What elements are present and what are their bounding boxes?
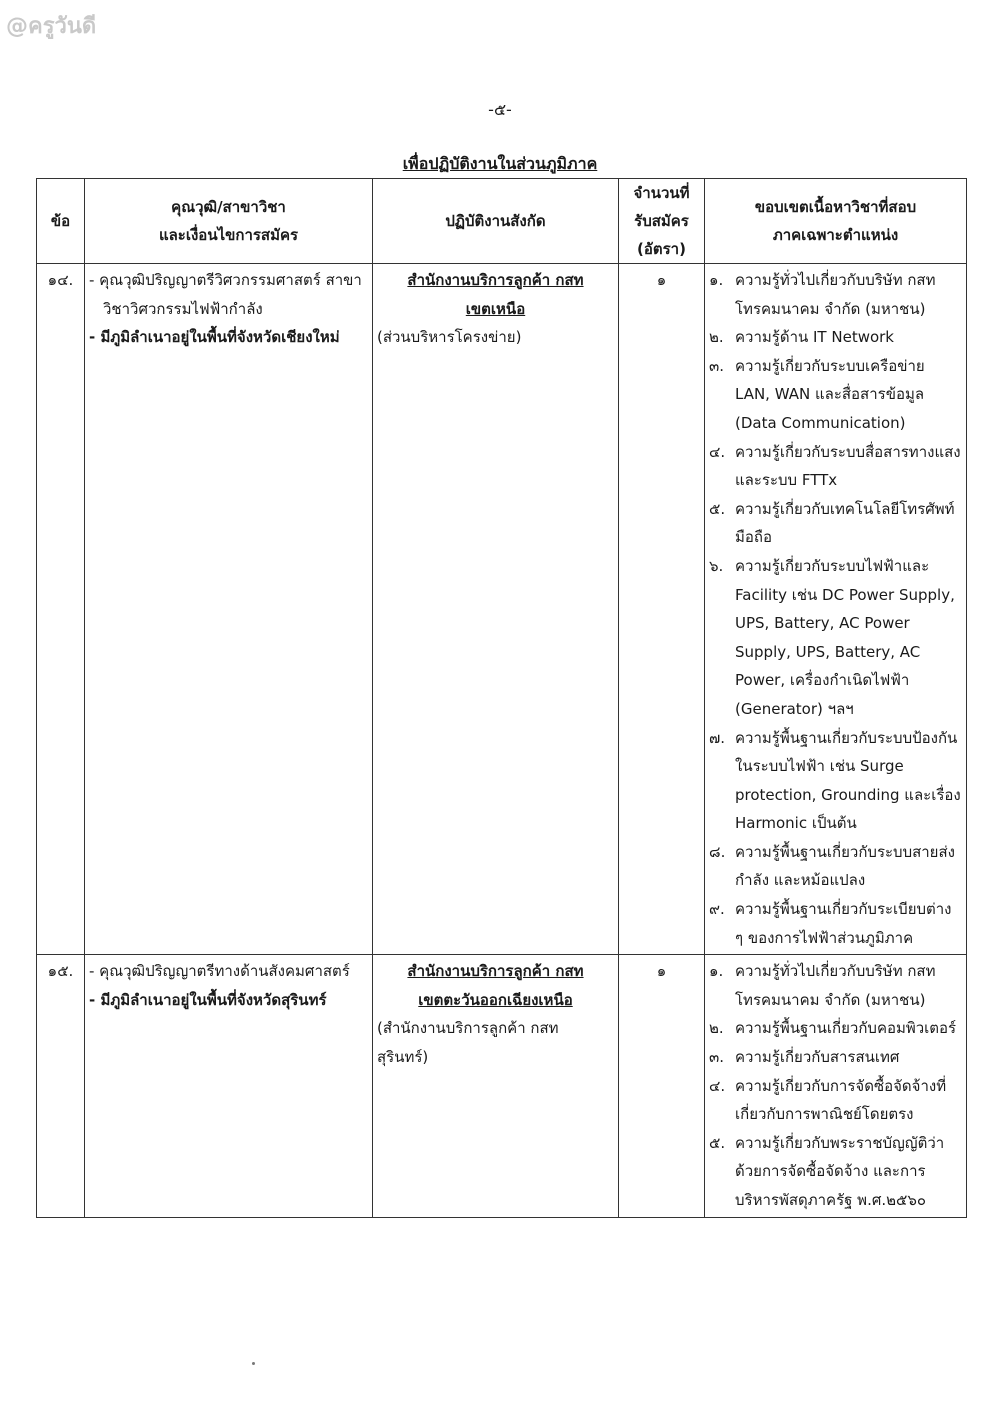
scope-item-number: ๗. (709, 728, 726, 747)
scope-item (709, 495, 962, 552)
qualification-cell (85, 955, 373, 1217)
scope-item-number: ๘. (709, 842, 726, 861)
section-title: เพื่อปฏิบัติงานในส่วนภูมิภาค (402, 154, 598, 173)
table-header-row (37, 179, 967, 264)
header-qualification (85, 179, 373, 264)
scope-item-text: ความรู้เกี่ยวกับพระราชบัญญัติว่าด้วยการจัดซื้อจัดจ้าง และการบริหารพัสดุภาครัฐ พ.ศ.๒๕๖๐ (735, 1133, 945, 1209)
scope-item-number: ๒. (709, 1019, 724, 1038)
qualification-item: - คุณวุฒิปริญญาตรีทางด้านสังคมศาสตร์ (89, 962, 350, 981)
scope-item-text: ความรู้พื้นฐานเกี่ยวกับระบบป้องกันในระบบไฟฟ้า เช่น Surge protection, Grounding และเรื่อง Harmonic เป็นต้น (735, 728, 961, 833)
header-qualification-line: และเงื่อนไขการสมัคร (158, 226, 299, 244)
scope-list (709, 266, 962, 952)
scope-item-number: ๑. (709, 271, 724, 289)
unit-subdivision: (ส่วนบริหารโครงข่าย) (377, 328, 522, 347)
unit-subdivision: (สำนักงานบริการลูกค้า กสท สุรินทร์) (377, 1019, 559, 1067)
scope-item-text: ความรู้เกี่ยวกับระบบสื่อสารทางแสง และระบบ FTTx (735, 442, 961, 490)
domicile-requirement: - มีภูมิลำเนาอยู่ในพื้นที่จังหวัดเชียงใหม่ (89, 328, 340, 347)
page-number: -๕- (488, 100, 512, 119)
scope-list (709, 957, 962, 1214)
unit-region: เขตเหนือ (465, 299, 526, 318)
header-seats-line: รับสมัคร (634, 212, 689, 230)
header-qualification-line: คุณวุฒิ/สาขาวิชา (171, 198, 286, 216)
scope-item (709, 438, 962, 495)
scope-item (709, 1129, 962, 1215)
scope-item (709, 838, 962, 895)
header-scope-line: ขอบเขตเนื้อหาวิชาที่สอบ (754, 198, 917, 216)
table-row (37, 955, 967, 1217)
scope-item-number: ๔. (709, 442, 726, 461)
scope-item-number: ๕. (709, 499, 726, 518)
scope-item-number: ๓. (709, 1048, 725, 1067)
scope-item-text: ความรู้เกี่ยวกับสารสนเทศ (735, 1048, 900, 1067)
header-scope-line: ภาคเฉพาะตำแหน่ง (772, 226, 899, 244)
scope-item (709, 352, 962, 438)
scope-item-number: ๑. (709, 962, 724, 981)
header-seats-line: จำนวนที่ (633, 184, 690, 202)
qualification-cell (85, 264, 373, 955)
scope-cell (705, 955, 967, 1217)
scope-item-number: ๙. (709, 900, 725, 919)
scope-item-text: ความรู้พื้นฐานเกี่ยวกับคอมพิวเตอร์ (735, 1019, 957, 1038)
scope-item-text: ความรู้ทั่วไปเกี่ยวกับบริษัท กสท โทรคมนาคม จำกัด (มหาชน) (735, 962, 936, 1009)
seats-count: ๑ (619, 955, 705, 1217)
scope-item-text: ความรู้เกี่ยวกับระบบไฟฟ้าและ Facility เช่น DC Power Supply, UPS, Battery, AC Power Supply, UPS, Battery, AC Power, เครื่องกำเนิดไฟฟ้า (Generator) ฯลฯ (735, 556, 955, 718)
scope-item-number: ๕. (709, 1133, 726, 1152)
scope-item (709, 1072, 962, 1129)
table-row (37, 264, 967, 955)
scope-item-text: ความรู้เกี่ยวกับการจัดซื้อจัดจ้างที่เกี่ยวกับการพาณิชย์โดยตรง (735, 1076, 947, 1124)
header-unit: ปฏิบัติงานสังกัด (373, 179, 619, 264)
unit-cell (373, 264, 619, 955)
scope-item-number: ๒. (709, 328, 724, 347)
scope-item-text: ความรู้ด้าน IT Network (735, 328, 894, 347)
scope-item (709, 724, 962, 838)
watermark-text: @ครูวันดี (6, 14, 97, 39)
scope-item-number: ๓. (709, 356, 725, 375)
header-scope (705, 179, 967, 264)
header-seats-line: (อัตรา) (637, 240, 686, 258)
scope-item (709, 266, 962, 323)
scope-item-text: ความรู้ทั่วไปเกี่ยวกับบริษัท กสท โทรคมนาคม จำกัด (มหาชน) (735, 271, 936, 318)
qualification-item: - คุณวุฒิปริญญาตรีวิศวกรรมศาสตร์ สาขาวิชาวิศวกรรมไฟฟ้ากำลัง (89, 271, 362, 318)
positions-table (36, 178, 967, 1218)
scope-item-text: ความรู้เกี่ยวกับเทคโนโลยีโทรศัพท์มือถือ (735, 499, 955, 547)
unit-cell (373, 955, 619, 1217)
scope-item-number: ๖. (709, 556, 724, 575)
scope-item-text: ความรู้เกี่ยวกับระบบเครือข่าย LAN, WAN และสื่อสารข้อมูล (Data Communication) (735, 356, 925, 432)
scope-item-text: ความรู้พื้นฐานเกี่ยวกับระเบียบต่าง ๆ ของการไฟฟ้าส่วนภูมิภาค (735, 900, 952, 947)
unit-region: เขตตะวันออกเฉียงเหนือ (418, 990, 573, 1009)
scope-item-text: ความรู้พื้นฐานเกี่ยวกับระบบสายส่งกำลัง และหม้อแปลง (735, 842, 955, 890)
unit-name: สำนักงานบริการลูกค้า กสท (407, 271, 584, 289)
header-no: ข้อ (37, 179, 85, 264)
scan-speck (252, 1362, 255, 1365)
scope-item (709, 957, 962, 1014)
unit-name: สำนักงานบริการลูกค้า กสท (407, 962, 584, 981)
scope-item (709, 1014, 962, 1043)
scope-item (709, 1043, 962, 1072)
domicile-requirement: - มีภูมิลำเนาอยู่ในพื้นที่จังหวัดสุรินทร์ (89, 990, 327, 1009)
header-seats (619, 179, 705, 264)
row-number: ๑๕. (37, 955, 85, 1217)
scope-item (709, 552, 962, 724)
scope-item (709, 323, 962, 352)
scope-item-number: ๔. (709, 1076, 726, 1095)
seats-count: ๑ (619, 264, 705, 955)
scope-item (709, 895, 962, 952)
scope-cell (705, 264, 967, 955)
row-number: ๑๔. (37, 264, 85, 955)
